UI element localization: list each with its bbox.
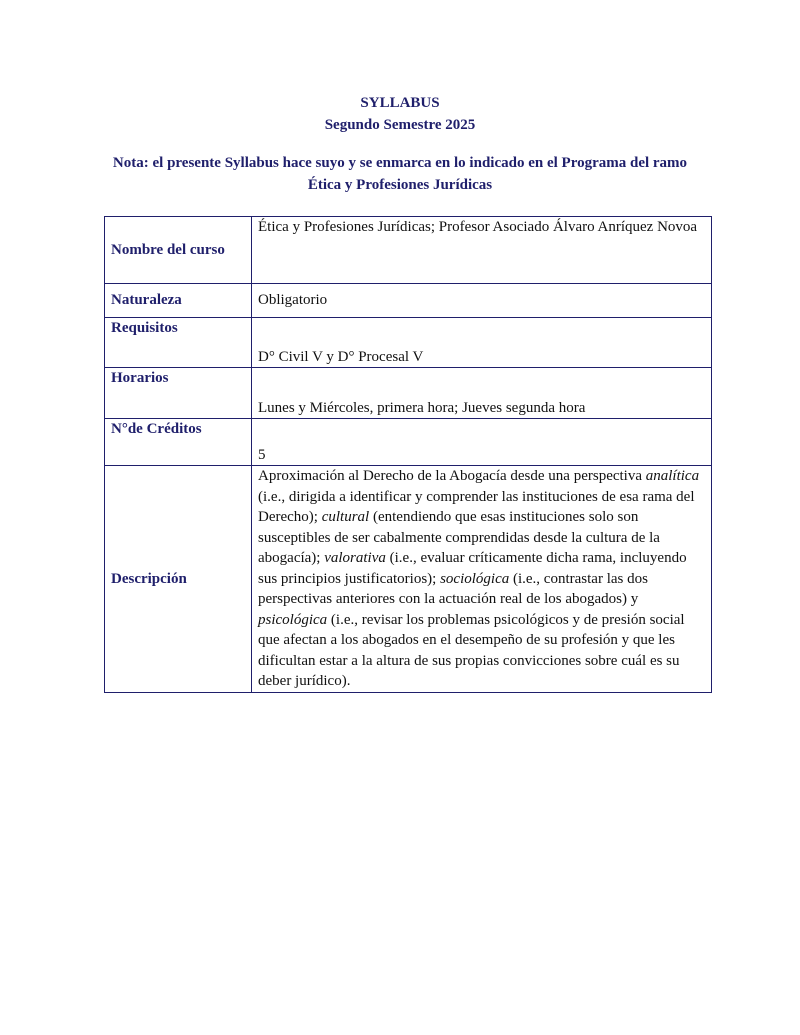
credits-value: 5 [252, 419, 712, 466]
table-row [105, 419, 712, 466]
table-row [105, 217, 712, 284]
schedule-label: Horarios [105, 368, 252, 419]
table-row [105, 466, 712, 693]
document-header [0, 92, 800, 136]
description-value: Aproximación al Derecho de la Abogacía desde una perspectiva analítica (i.e., dirigida a identificar y comprender las instituciones de esa rama del Derecho); cultural (entendiendo que esas instituciones solo son susceptibles de ser cabalmente comprendidas desde la cultura de la abogacía); valorativa (i.e., evaluar críticamente dicha rama, incluyendo sus principios justificatorios); sociológica (i.e., contrastar las dos perspectivas anteriores con la actuación real de los abogados) y psicológica (i.e., revisar los problemas psicológicos y de presión social que afectan a los abogados en el desempeño de su profesión y que les dificultan estar a la altura de sus propias convicciones sobre cuál es su deber jurídico). [252, 466, 712, 693]
nature-value: Obligatorio [252, 284, 712, 318]
requirements-label: Requisitos [105, 318, 252, 368]
program-note [0, 152, 800, 196]
requirements-value: D° Civil V y D° Procesal V [252, 318, 712, 368]
note-line-2: Ética y Profesiones Jurídicas [307, 177, 493, 193]
semester-subtitle: Segundo Semestre 2025 [324, 117, 476, 133]
course-name-value: Ética y Profesiones Jurídicas; Profesor Asociado Álvaro Anríquez Novoa [252, 217, 712, 284]
table-row [105, 318, 712, 368]
syllabus-title: SYLLABUS [360, 95, 440, 111]
syllabus-table [104, 216, 712, 693]
note-line-1: Nota: el presente Syllabus hace suyo y se enmarca en lo indicado en el Programa del ramo [112, 155, 688, 171]
description-label: Descripción [105, 466, 252, 693]
course-name-label: Nombre del curso [105, 217, 252, 284]
table-row [105, 368, 712, 419]
table-row [105, 284, 712, 318]
schedule-value: Lunes y Miércoles, primera hora; Jueves segunda hora [252, 368, 712, 419]
credits-label: N°de Créditos [105, 419, 252, 466]
nature-label: Naturaleza [105, 284, 252, 318]
